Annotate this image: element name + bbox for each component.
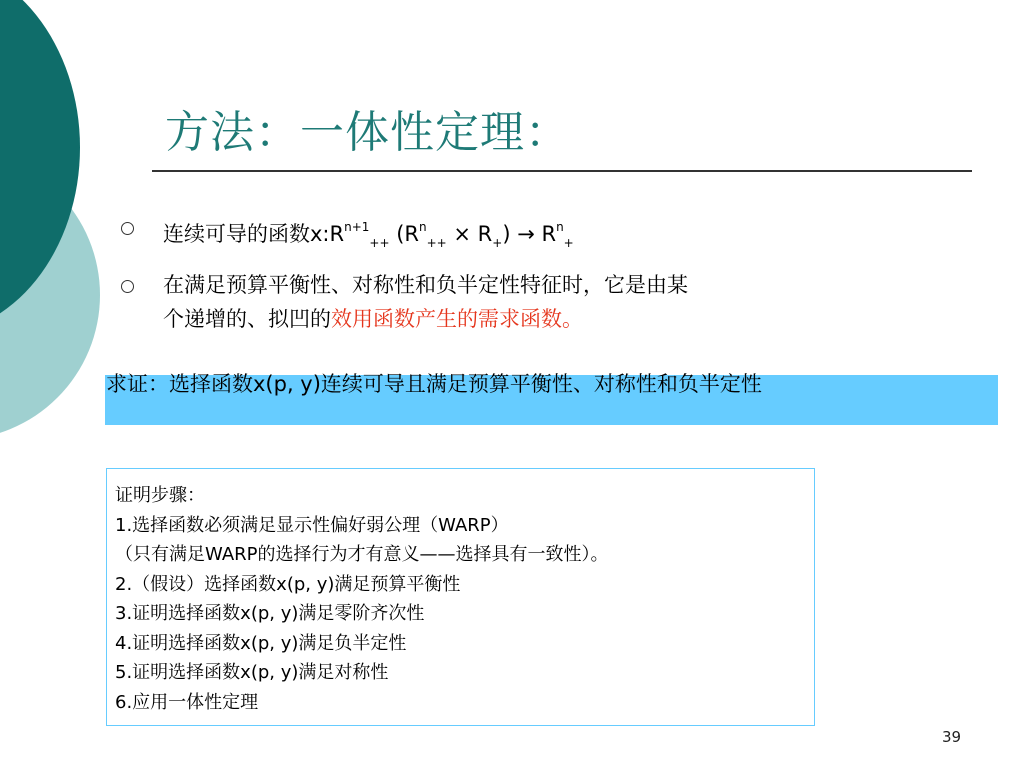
- formula-subscript: +: [563, 236, 574, 250]
- bullet-2-highlight-text: 效用函数产生的需求函数。: [331, 307, 583, 331]
- bullet-2-line-1: 在满足预算平衡性、对称性和负半定性特征时，它是由某: [163, 273, 688, 297]
- bullet-item-2: [118, 268, 938, 336]
- formula-symbol: R: [404, 222, 419, 246]
- proof-steps-box: [106, 468, 815, 726]
- hollow-circle-bullet-icon: [121, 222, 134, 235]
- proof-line: 1.选择函数必须满足显示性偏好弱公理（WARP）: [115, 514, 509, 536]
- formula-superscript: n: [418, 220, 427, 234]
- formula-symbol: R: [541, 222, 557, 246]
- formula-times: ×: [446, 222, 478, 246]
- slide-title: 方法：一体性定理：: [165, 107, 570, 158]
- formula-symbol: R: [477, 222, 493, 246]
- formula-subscript: ++: [426, 236, 447, 250]
- hollow-circle-bullet-icon: [121, 280, 134, 293]
- formula-paren: (: [389, 222, 405, 246]
- formula-arrow: →: [510, 222, 542, 246]
- formula-superscript: n: [556, 220, 564, 234]
- proof-line: 5.证明选择函数x(p, y)满足对称性: [115, 662, 389, 683]
- formula-subscript: ++: [369, 236, 390, 250]
- proof-line: 4.证明选择函数x(p, y)满足负半定性: [115, 632, 407, 654]
- bullet-list: [118, 210, 938, 336]
- title-divider: [152, 170, 972, 172]
- formula-subscript: +: [492, 236, 503, 250]
- formula-superscript: n+1: [344, 220, 370, 234]
- proof-heading: 证明步骤：: [115, 485, 205, 506]
- bullet-item-1: [118, 210, 938, 260]
- formula-symbol: R: [329, 222, 345, 246]
- proof-line: 2.（假设）选择函数x(p, y)满足预算平衡性: [115, 573, 461, 595]
- bullet-1-text: 连续可导的函数x:: [163, 222, 330, 246]
- bullet-2-line-2: [163, 302, 938, 336]
- bullet-1-formula: [329, 220, 574, 250]
- proof-line: 6.应用一体性定理: [115, 691, 259, 713]
- page-number: 39: [942, 728, 962, 746]
- bullet-2-plain-text: 个递增的、拟凹的: [163, 307, 331, 331]
- formula-paren: ): [502, 222, 511, 246]
- proof-goal-banner: 求证：选择函数x(p, y)连续可导且满足预算平衡性、对称性和负半定性: [106, 372, 762, 396]
- proof-line: 3.证明选择函数x(p, y)满足零阶齐次性: [115, 603, 425, 624]
- proof-line: （只有满足WARP的选择行为才有意义——选择具有一致性）。: [115, 544, 609, 565]
